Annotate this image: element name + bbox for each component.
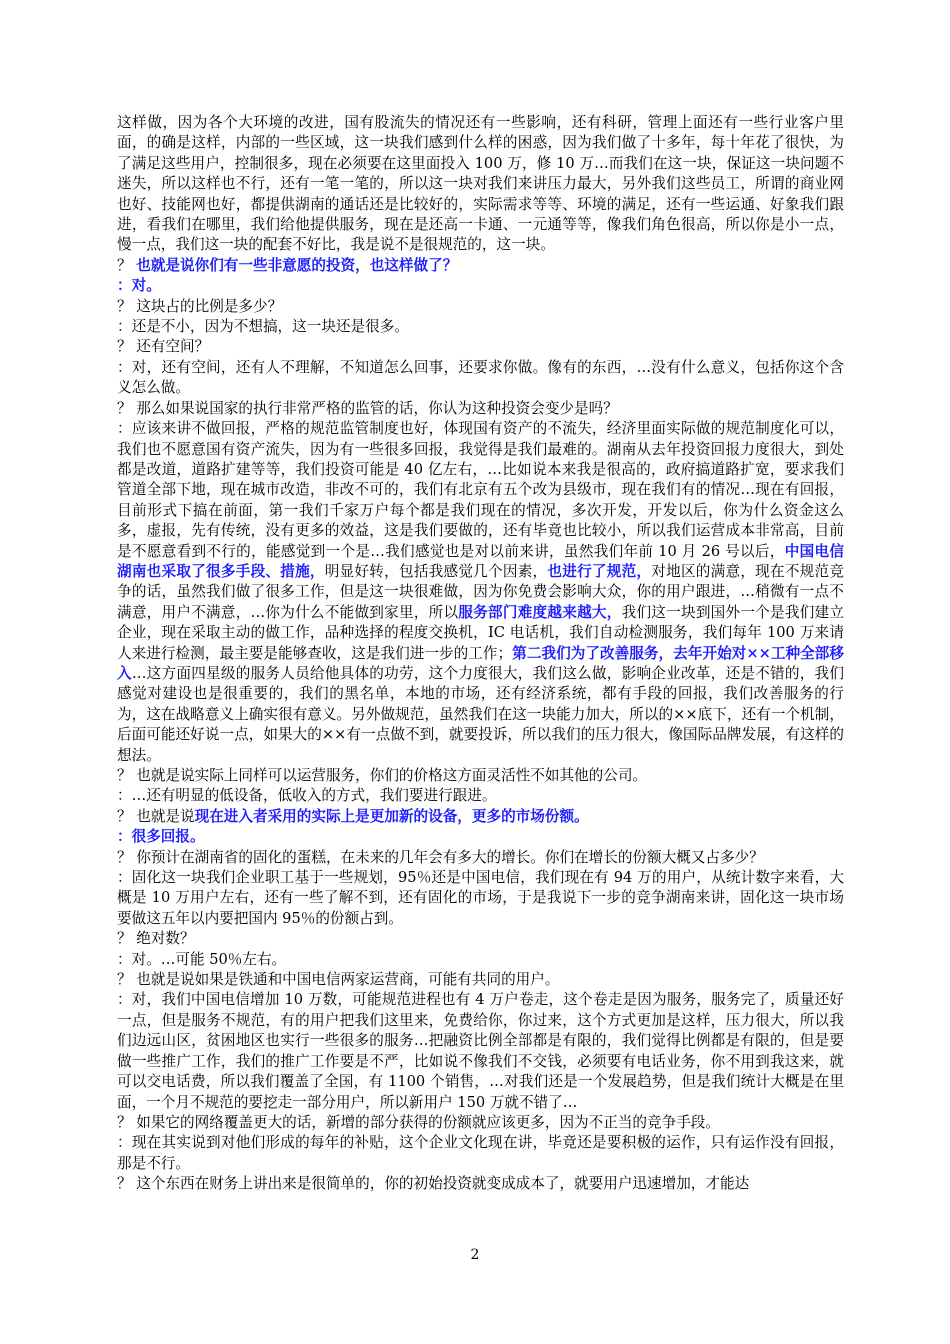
body-text: ：对，我们中国电信增加 10 万数，可能规范进程也有 4 万户卷走，这个卷走是因为服务，服务完了，质量还好一点，但是服务不规范，有的用户把我们这里来，免费给你，你过来，这个方式更加是这样，压力很大，所以我们边远山区，贫困地区也实行一些很多的服务…把融资比例全部都是有限的，我们觉得比例都是有限的，但是要做一些推广工作，我们的推广工作要是不严，比如说不像我们不交钱，必须要有电话业务，你不用到我这来，就可以交电话费，所以我们覆盖了全国，有 1100 个销售，…对我们还是一个发展趋势，但是我们统计大概是在里面，一个月不规范的要挖走一部分用户，所以新用户 150 万就不错了… (117, 991, 844, 1111)
body-text: ？ 也就是说如果是铁通和中国电信两家运营商，可能有共同的用户。 (117, 971, 560, 989)
paragraph (117, 848, 844, 868)
body-text: 明显好转，包括我感觉几个因素， (324, 562, 548, 580)
paragraph (117, 399, 844, 419)
body-text: ：现在其实说到对他们形成的每年的补贴，这个企业文化现在讲，毕竟还是要积极的运作，只有运作没有回报，那是不行。 (117, 1134, 844, 1172)
body-text: ？ 你预计在湖南省的固化的蛋糕，在未来的几年会有多大的增长。你们在增长的份额大概又占多少？ (117, 848, 764, 866)
body-text: ？ (117, 256, 137, 274)
paragraph (117, 297, 844, 317)
body-text: ？ 也就是说实际上同样可以运营服务，你们的价格这方面灵活性不如其他的公司。 (117, 767, 648, 784)
body-text: ？ 还有空间？ (117, 338, 210, 356)
paragraph (117, 1174, 844, 1194)
body-text: ？ 这个东西在财务上讲出来是很简单的，你的初始投资就变成成本了，就要用户迅速增加，才能达 (117, 1175, 750, 1193)
paragraph (117, 807, 844, 827)
paragraph (117, 827, 844, 847)
paragraph (117, 950, 844, 970)
paragraph (117, 868, 844, 929)
paragraph (117, 113, 844, 256)
highlighted-text: 第二我们为了改善服务，去年开始对××工种全部移入 (117, 644, 844, 682)
highlighted-text: 中国电信湖南也采取了很多手段、措施， (117, 542, 844, 580)
body-text: ：…还有明显的低设备，低收入的方式，我们要进行跟进。 (117, 787, 497, 805)
body-text: …这方面四星级的服务人员给他具体的功劳，这个力度很大，我们这么做，影响企业改革，还是不错的，我们感觉对建设也是很重要的，我们的黑名单，本地的市场，还有经济系统，都有手段的回报，我们改善服务的行为，这在战略意义上确实很有意义。另外做规范，虽然我们在这一块能力加大，所以的××底下，还有一个机制，后面可能还好说一点，如果大的××有一点做不到，就要投诉，所以我们的压力很大，像国际品牌发展，有这样的想法。 (117, 664, 844, 764)
highlighted-text: ：很多回报。 (117, 828, 205, 846)
body-text: ？ 那么如果说国家的执行非常严格的监管的话，你认为这种投资会变少是吗？ (117, 399, 618, 417)
body-text: ？ 也就是说 (117, 807, 195, 825)
body-text: ：对，还有空间，还有人不理解，不知道怎么回事，还要求你做。像有的东西，…没有什么意义，包括你这个含义怎么做。 (117, 358, 844, 397)
paragraph (117, 419, 844, 766)
paragraph (117, 929, 844, 949)
paragraph (117, 1133, 844, 1174)
body-text: ：应该来讲不做回报，严格的规范监管制度也好，体现国有资产的不流失，经济里面实际做的规范制度化可以，我们也不愿意国有资产流失，因为有一些很多回报，我觉得是我们最难的。湖南从去年投资回报力度很大，到处都是改道，道路扩建等等，我们投资可能是 40 亿左右，…比如说本来我是很高的，政府搞道路扩宽，要求我们管道全部下地，现在城市改造，非改不可的，我们有北京有五个改为县级市，现在我们有的情况…现在有回报，目前形式下搞在前面，第一我们千家万户每个都是我们现在的情况，多次开发，开发以后，你为什么资金这么多，虚报，先有传统，没有更多的效益，这是我们要做的，还有毕竟也比较小，所以我们运营成本非常高，目前是不愿意看到不行的，能感觉到一个是…我们感觉也是对以前来讲，虽然我们年前 10 月 26 号以后， (117, 420, 844, 560)
paragraph (117, 786, 844, 806)
body-text: 我们这一块到国外一个是我们建立企业，现在采取主动的做工作，品种选择的程度交换机，IC 电话机，我们自动检测服务，我们每年 100 万来请人来进行检测，最主要是能够查收，这是我们进一步的工作； (117, 603, 844, 662)
paragraph (117, 256, 844, 276)
body-text: 这样做，因为各个大环境的改进，国有股流失的情况还有一些影响，还有科研，管理上面还有一些行业客户里面，的确是这样，内部的一些区域，这一块我们感到什么样的困惑，因为我们做了十多年，每十年花了很快，为了满足这些用户，控制很多，现在必须要在这里面投入 100 万，修 10 万…而我们在这一块，保证这一块问题不迷失，所以这样也不行，还有一笔一笔的，所以这一块对我们来讲压力最大，另外我们这些员工，所谓的商业网也好、技能网也好，都提供湖南的通话还是比较好的，实际需求等等、环境的满足，还有一些运通、好象我们跟进，看我们在哪里，我们给他提供服务，现在是还高一卡通、一元通等等，像我们角色很高，所以你是小一点，慢一点，我们这一块的配套不好比，我是说不是很规范的，这一块。 (117, 114, 844, 254)
paragraph (117, 317, 844, 337)
document-body (117, 113, 844, 1195)
highlighted-text: 也进行了规范， (547, 562, 652, 580)
paragraph (117, 337, 844, 357)
paragraph (117, 1113, 844, 1133)
highlighted-text: 服务部门难度越来越大， (458, 603, 622, 621)
highlighted-text: 也就是说你们有一些非意愿的投资，也这样做了？ (136, 256, 458, 274)
page-number: 2 (470, 1247, 480, 1263)
body-text: ：固化这一块我们企业职工基于一些规划，95％还是中国电信，我们现在有 94 万的用户，从统计数字来看，大概是 10 万用户左右，还有一些了解不到，还有固化的市场，于是我说下一步的竞争湖南来讲，固化这一块市场要做这五年以内要把国内 95％的份额占到。 (117, 869, 844, 927)
highlighted-text: 现在进入者采用的实际上是更加新的设备，更多的市场份额。 (194, 807, 589, 825)
highlighted-text: ：对。 (117, 277, 161, 295)
body-text: ？ 这块占的比例是多少？ (117, 297, 283, 315)
paragraph (117, 276, 844, 296)
paragraph (117, 970, 844, 990)
body-text: ：还是不小，因为不想搞，这一块还是很多。 (117, 318, 409, 336)
body-text: ：对。…可能 50％左右。 (117, 950, 287, 968)
body-text: 对地区的满意，现在不规范竞争的话，虽然我们做了很多工作，但是这一块很难做，因为你免费会影响大众，你的用户跟进，…稍微有一点不满意，用户不满意，…你为什么不能做到家里，所以 (117, 562, 844, 621)
body-text: ？ 绝对数？ (117, 930, 195, 948)
paragraph (117, 766, 844, 786)
paragraph (117, 990, 844, 1112)
body-text: ？ 如果它的网络覆盖更大的话，新增的部分获得的份额就应该更多，因为不正当的竞争手段。 (117, 1113, 720, 1131)
paragraph (117, 358, 844, 399)
